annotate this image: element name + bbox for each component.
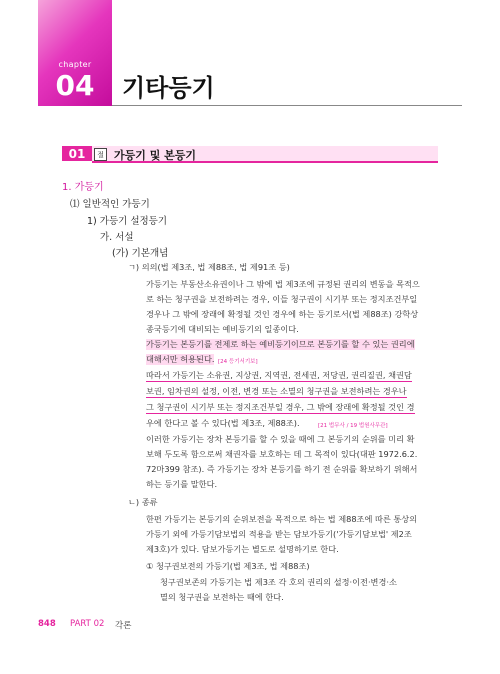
chapter-word: chapter [58, 60, 92, 69]
chapter-title: 기타등기 [122, 74, 215, 102]
highlighted-line: 대해서만 허용된다. [146, 354, 215, 364]
section-marker: 절 [94, 148, 107, 161]
emphasis-line: 따라서 가등기는 소유권, 지상권, 지역권, 전세권, 저당권, 권리질권, 채권담 [146, 370, 412, 380]
numbered-item: ① 청구권보전의 가등기(법 제3조, 법 제88조) [146, 561, 310, 571]
item-definition: ㄱ) 의의(법 제3조, 법 제88조, 법 제91조 등) [128, 262, 290, 272]
paragraph-line: 이러한 가등기는 장차 본등기를 할 수 있을 때에 그 본등기의 순위를 미리 확 [146, 434, 415, 444]
footer-part: PART 02 [70, 619, 105, 629]
chapter-number: 04 [55, 69, 95, 102]
paragraph-line: 제3호)가 있다. 담보가등기는 별도로 설명하기로 한다. [146, 544, 339, 554]
paragraph-line: 보해 두도록 함으로써 채권자를 보호하는 데 그 목적이 있다(대판 1972.6.2. [146, 449, 418, 459]
heading-level-4: 가. 서설 [100, 232, 134, 243]
heading-level-1: 1. 가등기 [62, 182, 104, 193]
paragraph-line: 우에 한다고 볼 수 있다(법 제3조, 제88조). [146, 418, 300, 428]
section-number: 01 [62, 146, 92, 161]
highlighted-line: 가등기는 본등기를 전제로 하는 예비등기이므로 본등기를 할 수 있는 권리에 [146, 339, 415, 349]
heading-level-3: 1) 가등기 설정등기 [87, 216, 168, 227]
chapter-badge [38, 0, 112, 106]
paragraph-line: 하는 등기를 말한다. [146, 479, 218, 489]
chapter-divider [112, 105, 462, 106]
footer-subject: 각론 [115, 621, 132, 631]
paragraph-line: 로 하는 청구권을 보전하려는 경우, 이들 청구권이 시기부 또는 정지조건부일 [146, 294, 418, 304]
paragraph-line: 청구권보존의 가등기는 법 제3조 각 호의 권리의 설정·이전·변경·소 [160, 577, 397, 587]
paragraph-line: 72마399 참조). 즉 가등기는 장차 본등기를 하기 전 순위를 확보하기 위해서 [146, 464, 418, 474]
item-types: ㄴ) 종류 [128, 497, 158, 507]
paragraph-line: 멸의 청구권을 보전하는 때에 한다. [160, 592, 284, 602]
exam-note: [24 등기서기보] [218, 359, 258, 365]
exam-note: [21 법무사 / 19 법원사무관] [318, 423, 388, 429]
paragraph-line: 가등기 외에 가등기담보법의 적용을 받는 담보가등기('가등기담보법' 제2조 [146, 529, 412, 539]
paragraph-line: 한편 가등기는 본등기의 순위보전을 목적으로 하는 법 제88조에 따른 통상의 [146, 514, 418, 524]
emphasis-line: 보권, 임차권의 설정, 이전, 변경 또는 소멸의 청구권을 보전하려는 경우나 [146, 386, 407, 396]
heading-level-5: (가) 기본개념 [112, 248, 169, 259]
paragraph-line: 경우나 그 밖에 장래에 확정될 것인 경우에 하는 등기로서(법 제88조) 강학상 [146, 309, 419, 319]
emphasis-line: 그 청구권이 시기부 또는 정지조건부일 경우, 그 밖에 장래에 확정될 것인 경 [146, 402, 415, 412]
paragraph-line: 가등기는 부동산소유권이나 그 밖에 법 제3조에 규정된 권리의 변동을 목적으 [146, 279, 420, 289]
page-number: 848 [38, 619, 56, 629]
heading-level-2: ⑴ 일반적인 가등기 [70, 199, 150, 210]
section-title: 가등기 및 본등기 [114, 149, 197, 162]
paragraph-line: 종국등기에 대비되는 예비등기의 일종이다. [146, 324, 299, 334]
